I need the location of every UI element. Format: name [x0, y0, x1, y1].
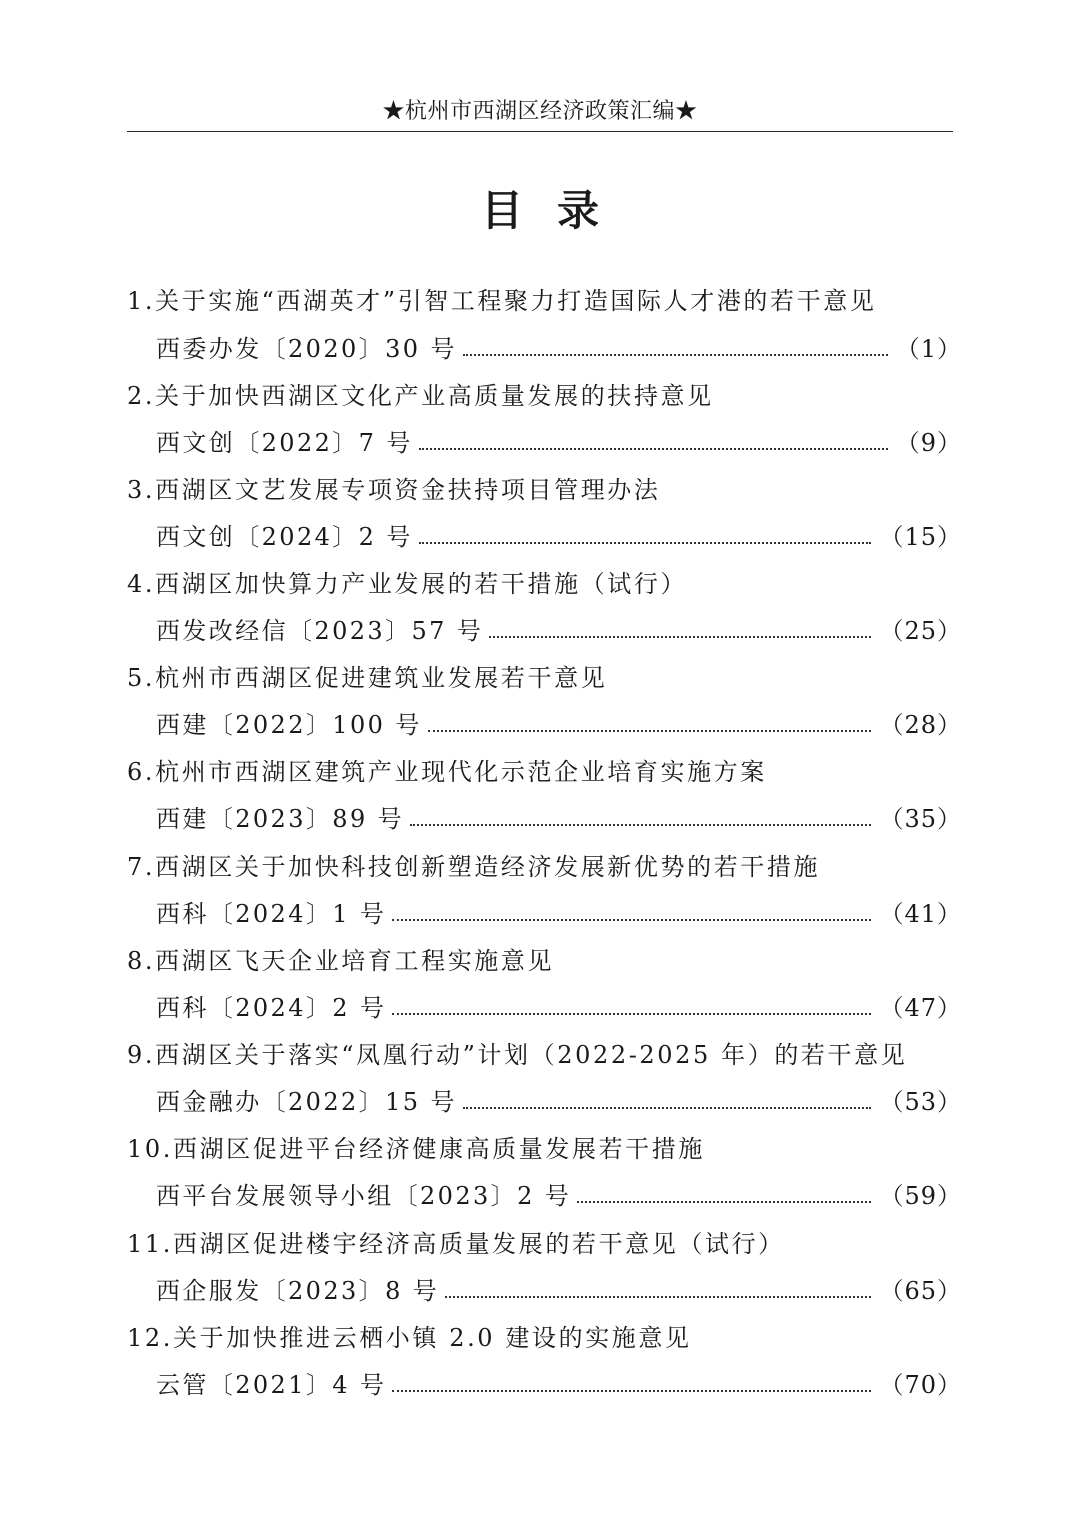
toc-entry-title[interactable]: 9.西湖区关于落实“凤凰行动”计划（2022-2025 年）的若干意见	[127, 1041, 908, 1069]
toc-page-number: （25）	[879, 617, 962, 645]
toc-leader-dots	[489, 636, 871, 638]
toc-doc-number: 西文创〔2022〕7 号	[156, 429, 413, 457]
toc-leader-dots	[428, 730, 872, 732]
toc-entry-title[interactable]: 5.杭州市西湖区促进建筑业发展若干意见	[127, 664, 608, 692]
toc-entry-line[interactable]	[156, 1180, 962, 1212]
toc-doc-number: 西金融办〔2022〕15 号	[156, 1088, 457, 1116]
toc-doc-number: 西企服发〔2023〕8 号	[156, 1277, 440, 1305]
toc-entry-line[interactable]	[156, 333, 962, 365]
toc-entry-title[interactable]: 1.关于实施“西湖英才”引智工程聚力打造国际人才港的若干意见	[127, 287, 877, 315]
toc-doc-number: 云管〔2021〕4 号	[156, 1371, 387, 1399]
toc-page-number: （9）	[895, 429, 962, 457]
toc-page-number: （70）	[879, 1371, 962, 1399]
toc-entry-title[interactable]: 4.西湖区加快算力产业发展的若干措施（试行）	[127, 570, 688, 598]
toc-entry-line[interactable]	[156, 992, 962, 1024]
toc-leader-dots	[419, 542, 872, 544]
toc-entry-line[interactable]	[156, 709, 962, 741]
toc-entry-title[interactable]: 10.西湖区促进平台经济健康高质量发展若干措施	[127, 1135, 705, 1163]
toc-leader-dots	[577, 1201, 871, 1203]
toc-leader-dots	[392, 1013, 871, 1015]
toc-entry-line[interactable]	[156, 615, 962, 647]
toc-entry-line[interactable]	[156, 898, 962, 930]
toc-doc-number: 西平台发展领导小组〔2023〕2 号	[156, 1182, 572, 1210]
toc-doc-number: 西科〔2024〕2 号	[156, 994, 387, 1022]
toc-entry-line[interactable]	[156, 521, 962, 553]
toc-leader-dots	[392, 1390, 871, 1392]
toc-leader-dots	[392, 919, 871, 921]
toc-page-number: （59）	[879, 1182, 962, 1210]
header-divider	[127, 131, 953, 132]
toc-entry-line[interactable]	[156, 1086, 962, 1118]
toc-leader-dots	[419, 448, 888, 450]
toc-doc-number: 西委办发〔2020〕30 号	[156, 335, 457, 363]
toc-entry-line[interactable]	[156, 1369, 962, 1401]
page-title: 目录	[480, 186, 633, 235]
toc-doc-number: 西文创〔2024〕2 号	[156, 523, 413, 551]
toc-page-number: （35）	[879, 805, 962, 833]
toc-entry-line[interactable]	[156, 427, 962, 459]
toc-entry-title[interactable]: 7.西湖区关于加快科技创新塑造经济发展新优势的若干措施	[127, 853, 821, 881]
toc-page-number: （1）	[895, 335, 962, 363]
toc-entry-title[interactable]: 2.关于加快西湖区文化产业高质量发展的扶持意见	[127, 382, 714, 410]
toc-page-number: （41）	[879, 900, 962, 928]
toc-entry-title[interactable]: 6.杭州市西湖区建筑产业现代化示范企业培育实施方案	[127, 758, 767, 786]
toc-doc-number: 西建〔2023〕89 号	[156, 805, 405, 833]
toc-entry-line[interactable]	[156, 803, 962, 835]
toc-entry-title[interactable]: 3.西湖区文艺发展专项资金扶持项目管理办法	[127, 476, 661, 504]
toc-leader-dots	[463, 354, 888, 356]
toc-entry-title[interactable]: 8.西湖区飞天企业培育工程实施意见	[127, 947, 555, 975]
toc-leader-dots	[410, 824, 871, 826]
toc-page-number: （28）	[879, 711, 962, 739]
toc-doc-number: 西科〔2024〕1 号	[156, 900, 387, 928]
toc-leader-dots	[463, 1107, 872, 1109]
toc-entry-title[interactable]: 12.关于加快推进云栖小镇 2.0 建设的实施意见	[127, 1324, 692, 1352]
toc-entry-title[interactable]: 11.西湖区促进楼宇经济高质量发展的若干意见（试行）	[127, 1230, 785, 1258]
toc-doc-number: 西发改经信〔2023〕57 号	[156, 617, 484, 645]
toc-page-number: （53）	[879, 1088, 962, 1116]
toc-leader-dots	[445, 1296, 871, 1298]
toc-entry-line[interactable]	[156, 1275, 962, 1307]
toc-doc-number: 西建〔2022〕100 号	[156, 711, 422, 739]
toc-page-number: （47）	[879, 994, 962, 1022]
toc-page-number: （65）	[879, 1277, 962, 1305]
running-header: ★杭州市西湖区经济政策汇编★	[382, 99, 698, 124]
toc-page-number: （15）	[879, 523, 962, 551]
